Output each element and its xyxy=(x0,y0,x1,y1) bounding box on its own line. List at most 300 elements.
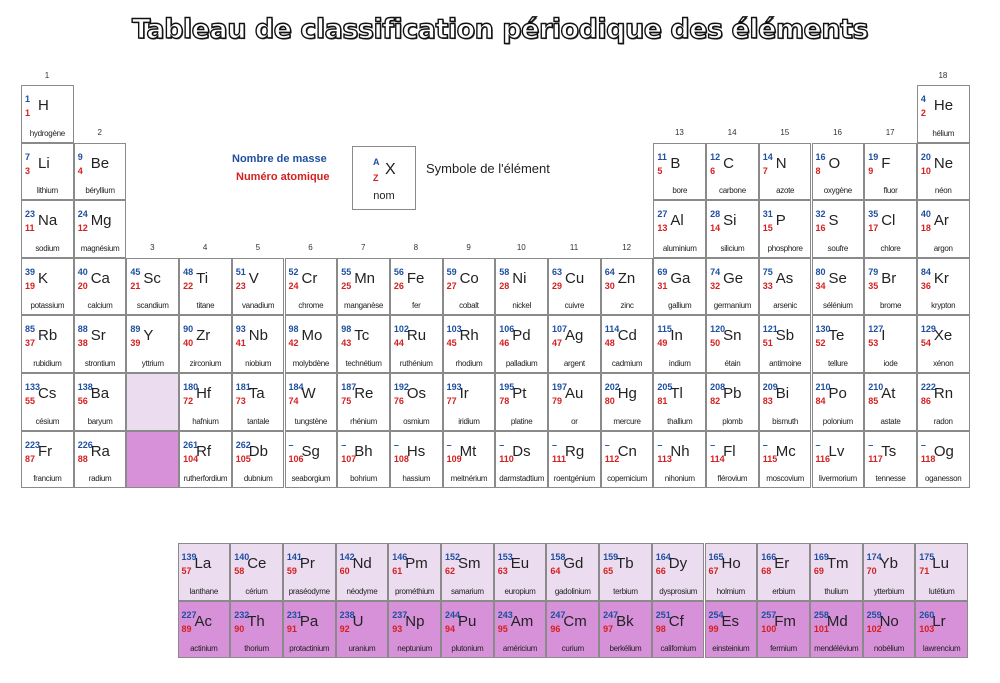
element-atomic-number: 96 xyxy=(550,623,561,634)
element-name: américium xyxy=(502,644,538,654)
element-cell-er xyxy=(757,543,810,601)
element-symbol: Os xyxy=(406,385,427,402)
element-name: einsteinium xyxy=(712,644,750,654)
element-atomic-number: 64 xyxy=(550,566,561,576)
element-name: copernicium xyxy=(607,474,647,484)
element-mass: 84 xyxy=(920,266,931,277)
element-symbol: F xyxy=(881,154,891,172)
element-name: ruthénium xyxy=(399,358,433,368)
element-name: nickel xyxy=(512,301,531,311)
element-atomic-number: 41 xyxy=(235,338,246,349)
element-mass: – xyxy=(868,439,874,450)
element-name: brome xyxy=(879,301,902,311)
element-atomic-number: 74 xyxy=(288,396,299,406)
element-atomic-number: 62 xyxy=(445,566,456,576)
element-name: niobium xyxy=(245,358,272,368)
element-name: gallium xyxy=(668,301,692,311)
element-symbol: Fr xyxy=(38,442,53,460)
element-symbol: Sc xyxy=(143,269,161,287)
element-cell-mt xyxy=(443,431,496,489)
element-mass: 129 xyxy=(920,324,936,335)
element-atomic-number: 76 xyxy=(393,396,404,406)
element-symbol: Na xyxy=(38,212,58,230)
element-mass: 103 xyxy=(446,324,462,335)
element-cell-co xyxy=(443,258,496,316)
element-mass: 141 xyxy=(286,552,302,562)
element-mass: 142 xyxy=(339,552,355,562)
element-cell-gd xyxy=(546,543,599,601)
element-name: californium xyxy=(660,644,696,654)
element-atomic-number: 58 xyxy=(234,566,245,576)
element-symbol: Si xyxy=(723,212,737,230)
element-symbol: Fm xyxy=(774,612,796,630)
element-name: erbium xyxy=(772,586,795,596)
element-cell-ce xyxy=(230,543,283,601)
element-name: ytterbium xyxy=(873,586,905,596)
element-cell-rn xyxy=(917,373,970,431)
element-mass: – xyxy=(657,439,663,450)
element-name: germanium xyxy=(713,301,752,311)
element-symbol: Cl xyxy=(881,212,896,230)
element-symbol: Eu xyxy=(510,555,530,572)
element-mass: 159 xyxy=(603,552,619,562)
element-name: flérovium xyxy=(717,474,748,484)
element-atomic-number: 30 xyxy=(604,280,615,291)
group-number-17: 17 xyxy=(885,128,895,137)
element-atomic-number: 60 xyxy=(339,566,350,576)
element-cell-ga xyxy=(653,258,706,316)
element-atomic-number: 19 xyxy=(25,280,36,291)
element-symbol: Fl xyxy=(723,442,736,460)
element-cell-tl xyxy=(653,373,706,431)
element-atomic-number: 71 xyxy=(919,566,930,576)
element-symbol: Hf xyxy=(196,385,212,402)
element-symbol: Sm xyxy=(458,555,481,572)
element-symbol: Cs xyxy=(38,385,57,402)
element-name: plutonium xyxy=(451,644,484,654)
group-number-11: 11 xyxy=(569,243,579,252)
element-mass: 139 xyxy=(181,552,197,562)
element-atomic-number: 113 xyxy=(657,453,672,464)
element-symbol: Gd xyxy=(563,555,584,572)
element-atomic-number: 92 xyxy=(339,623,350,634)
element-mass: – xyxy=(920,439,926,450)
element-symbol: Lv xyxy=(828,442,845,460)
element-cell-au xyxy=(548,373,601,431)
element-cell-ta xyxy=(232,373,285,431)
element-symbol: Md xyxy=(826,612,848,630)
element-cell-ho xyxy=(705,543,758,601)
element-atomic-number: 54 xyxy=(920,338,931,349)
element-atomic-number: 85 xyxy=(868,396,879,406)
element-atomic-number: 72 xyxy=(183,396,194,406)
element-symbol: Pb xyxy=(723,385,742,402)
element-atomic-number: 88 xyxy=(77,453,88,464)
element-mass: 165 xyxy=(708,552,724,562)
element-mass: 98 xyxy=(341,324,352,335)
element-cell-ni xyxy=(495,258,548,316)
element-atomic-number: 2 xyxy=(920,108,926,118)
element-atomic-number: 93 xyxy=(392,623,403,634)
element-symbol: Y xyxy=(143,327,154,345)
element-cell-mn xyxy=(337,258,390,316)
element-atomic-number: 97 xyxy=(603,623,614,634)
group-number-1: 1 xyxy=(44,71,50,80)
element-mass: – xyxy=(710,439,716,450)
element-symbol: Pa xyxy=(299,612,319,630)
element-atomic-number: 25 xyxy=(341,280,352,291)
element-atomic-number: 36 xyxy=(920,280,931,291)
element-atomic-number: 11 xyxy=(25,223,35,234)
element-symbol: Pr xyxy=(299,555,315,572)
element-symbol: Se xyxy=(828,269,847,287)
group-number-13: 13 xyxy=(674,128,684,137)
element-name: protactinium xyxy=(289,644,330,654)
element-cell-tm xyxy=(810,543,863,601)
legend-mass-label: Nombre de masse xyxy=(232,153,327,165)
element-name: lithium xyxy=(36,186,58,196)
element-atomic-number: 91 xyxy=(286,623,297,634)
element-cell-na xyxy=(21,200,74,258)
element-symbol: Mt xyxy=(459,442,477,460)
element-name: tennesse xyxy=(875,474,906,484)
element-name: nihonium xyxy=(664,474,695,484)
element-atomic-number: 67 xyxy=(708,566,719,576)
element-symbol: Np xyxy=(405,612,425,630)
element-name: tellure xyxy=(827,358,848,368)
element-mass: 133 xyxy=(25,382,41,392)
element-symbol: Th xyxy=(247,612,265,630)
element-symbol: Xe xyxy=(933,327,953,345)
element-mass: 258 xyxy=(813,609,829,620)
element-name: plomb xyxy=(722,416,743,426)
element-cell-h xyxy=(21,85,74,143)
element-cell-ds xyxy=(495,431,548,489)
element-cell-f xyxy=(864,143,917,201)
element-name: arsenic xyxy=(773,301,797,311)
element-mass: 74 xyxy=(710,266,721,277)
element-mass: 14 xyxy=(762,151,773,162)
element-name: zinc xyxy=(620,301,634,311)
element-mass: 226 xyxy=(77,439,93,450)
element-cell-pa xyxy=(283,601,336,659)
element-mass: – xyxy=(552,439,558,450)
element-mass: 45 xyxy=(130,266,141,277)
group-number-12: 12 xyxy=(622,243,632,252)
element-name: berkélium xyxy=(609,644,642,654)
element-atomic-number: 7 xyxy=(762,165,768,176)
element-symbol: Pu xyxy=(458,612,477,630)
element-name: iridium xyxy=(458,416,480,426)
element-atomic-number: 48 xyxy=(604,338,615,349)
element-mass: 7 xyxy=(25,151,31,162)
element-cell-sc xyxy=(126,258,179,316)
element-name: holmium xyxy=(716,586,745,596)
element-mass: 120 xyxy=(710,324,726,335)
element-atomic-number: 51 xyxy=(762,338,773,349)
element-mass: 180 xyxy=(183,382,199,392)
element-name: fluor xyxy=(883,186,898,196)
element-mass: 202 xyxy=(604,382,620,392)
element-name: dysprosium xyxy=(659,586,698,596)
element-name: or xyxy=(571,416,578,426)
element-atomic-number: 79 xyxy=(552,396,563,406)
element-atomic-number: 9 xyxy=(868,165,874,176)
element-mass: 1 xyxy=(25,94,31,104)
element-atomic-number: 70 xyxy=(866,566,877,576)
element-cell-np xyxy=(388,601,441,659)
element-atomic-number: 50 xyxy=(710,338,721,349)
element-cell-lr xyxy=(915,601,968,659)
element-name: thallium xyxy=(667,416,693,426)
element-symbol: Ac xyxy=(194,612,213,630)
element-cell-u xyxy=(336,601,389,659)
element-mass: 56 xyxy=(393,266,404,277)
element-symbol: Cu xyxy=(565,269,585,287)
element-atomic-number: 109 xyxy=(446,453,462,464)
element-cell-fm xyxy=(757,601,810,659)
element-cell-tc xyxy=(337,315,390,373)
element-name: cuivre xyxy=(564,301,585,311)
element-name: néodyme xyxy=(346,586,378,596)
element-atomic-number: 44 xyxy=(393,338,404,349)
element-symbol: I xyxy=(881,327,886,345)
element-name: antimoine xyxy=(769,358,802,368)
element-symbol: Ca xyxy=(90,269,110,287)
element-symbol: Mn xyxy=(354,269,376,287)
element-name: actinium xyxy=(190,644,218,654)
element-name: moscovium xyxy=(766,474,805,484)
element-atomic-number: 8 xyxy=(815,165,821,176)
element-atomic-number: 117 xyxy=(868,453,883,464)
element-atomic-number: 83 xyxy=(762,396,773,406)
element-symbol: V xyxy=(248,269,259,287)
element-name: terbium xyxy=(613,586,638,596)
element-name: bore xyxy=(672,186,688,196)
element-cell-pm xyxy=(388,543,441,601)
element-atomic-number: 29 xyxy=(552,280,563,291)
element-symbol: Nb xyxy=(248,327,268,345)
element-name: thulium xyxy=(824,586,849,596)
group-number-15: 15 xyxy=(780,128,790,137)
element-atomic-number: 33 xyxy=(762,280,773,291)
element-symbol: Sg xyxy=(301,442,320,460)
element-cell-re xyxy=(337,373,390,431)
element-cell-pu xyxy=(441,601,494,659)
element-name: astate xyxy=(880,416,901,426)
element-name: lanthane xyxy=(189,586,218,596)
element-symbol: N xyxy=(775,154,787,172)
element-mass: 164 xyxy=(655,552,671,562)
element-name: carbone xyxy=(719,186,746,196)
element-cell-lv xyxy=(812,431,865,489)
element-atomic-number: 65 xyxy=(603,566,614,576)
element-symbol: Ne xyxy=(933,154,954,172)
element-atomic-number: 102 xyxy=(866,623,882,634)
element-mass: 247 xyxy=(550,609,566,620)
element-mass: 35 xyxy=(868,209,879,220)
element-mass: 197 xyxy=(552,382,568,392)
element-symbol: Tc xyxy=(354,327,370,345)
element-name: scandium xyxy=(136,301,169,311)
element-cell-b xyxy=(653,143,706,201)
element-symbol: Cn xyxy=(617,442,637,460)
element-name: césium xyxy=(35,416,60,426)
element-mass: – xyxy=(762,439,768,450)
element-cell-og xyxy=(917,431,970,489)
element-cell-te xyxy=(812,315,865,373)
element-name: fer xyxy=(412,301,421,311)
element-name: cobalt xyxy=(459,301,479,311)
element-symbol: Pt xyxy=(512,385,527,402)
element-cell-sr xyxy=(74,315,127,373)
element-atomic-number: 98 xyxy=(655,623,666,634)
element-atomic-number: 40 xyxy=(183,338,194,349)
element-symbol: Og xyxy=(933,442,954,460)
group-number-5: 5 xyxy=(255,243,261,252)
element-cell-sb xyxy=(759,315,812,373)
element-mass: 63 xyxy=(552,266,563,277)
element-cell-nd xyxy=(336,543,389,601)
element-symbol: S xyxy=(828,212,839,230)
element-mass: 152 xyxy=(445,552,461,562)
element-cell-cn xyxy=(601,431,654,489)
element-mass: 64 xyxy=(604,266,615,277)
element-cell-pd xyxy=(495,315,548,373)
element-symbol: Te xyxy=(828,327,845,345)
element-name: sélénium xyxy=(823,301,853,311)
element-symbol: Cr xyxy=(301,269,318,287)
element-cell-ru xyxy=(390,315,443,373)
element-atomic-number: 10 xyxy=(920,165,931,176)
element-mass: 115 xyxy=(657,324,672,335)
element-atomic-number: 15 xyxy=(762,223,773,234)
element-cell-al xyxy=(653,200,706,258)
element-symbol: Zr xyxy=(196,327,211,345)
element-name: cadmium xyxy=(611,358,643,368)
element-cell-be xyxy=(74,143,127,201)
element-cell-li xyxy=(21,143,74,201)
element-mass: 254 xyxy=(708,609,724,620)
element-name: iode xyxy=(883,358,898,368)
element-cell-c xyxy=(706,143,759,201)
element-mass: 261 xyxy=(183,439,199,450)
element-mass: 52 xyxy=(288,266,299,277)
element-mass: 192 xyxy=(393,382,409,392)
element-mass: 80 xyxy=(815,266,826,277)
legend-atomic-number-label: Numéro atomique xyxy=(236,171,330,183)
element-cell-y xyxy=(126,315,179,373)
element-mass: 40 xyxy=(77,266,88,277)
element-mass: 11 xyxy=(657,151,667,162)
element-cell-rh xyxy=(443,315,496,373)
element-mass: 181 xyxy=(235,382,251,392)
element-cell-la xyxy=(178,543,231,601)
group-number-8: 8 xyxy=(413,243,419,252)
element-mass: 209 xyxy=(762,382,778,392)
element-atomic-number: 23 xyxy=(235,280,246,291)
element-atomic-number: 32 xyxy=(710,280,721,291)
element-mass: 4 xyxy=(920,94,926,104)
element-cell-mg xyxy=(74,200,127,258)
element-cell-tb xyxy=(599,543,652,601)
element-mass: 210 xyxy=(815,382,831,392)
element-mass: 32 xyxy=(815,209,826,220)
element-symbol: Rn xyxy=(933,385,954,402)
element-atomic-number: 56 xyxy=(77,396,88,406)
element-mass: 23 xyxy=(25,209,36,220)
element-name: praséodyme xyxy=(288,586,330,596)
element-mass: 88 xyxy=(77,324,88,335)
element-symbol: Au xyxy=(565,385,584,402)
element-cell-cl xyxy=(864,200,917,258)
element-name: hélium xyxy=(932,128,955,138)
element-cell-as xyxy=(759,258,812,316)
element-atomic-number: 28 xyxy=(499,280,510,291)
element-mass: 9 xyxy=(77,151,83,162)
element-cell-fe xyxy=(390,258,443,316)
element-atomic-number: 84 xyxy=(815,396,826,406)
element-atomic-number: 116 xyxy=(815,453,831,464)
element-mass: 39 xyxy=(25,266,36,277)
element-symbol: Nd xyxy=(352,555,372,572)
element-cell-nh xyxy=(653,431,706,489)
element-mass: 193 xyxy=(446,382,462,392)
legend-box-symbol: X xyxy=(385,161,396,178)
element-mass: 174 xyxy=(866,552,882,562)
element-cell-mc xyxy=(759,431,812,489)
element-cell-lu xyxy=(915,543,968,601)
element-mass: 107 xyxy=(552,324,568,335)
legend-example-cell xyxy=(352,146,416,210)
lanthanide-placeholder xyxy=(126,373,179,431)
element-name: tantale xyxy=(247,416,270,426)
element-atomic-number: 31 xyxy=(657,280,668,291)
element-atomic-number: 106 xyxy=(288,453,304,464)
element-symbol: Er xyxy=(774,555,790,572)
element-mass: 184 xyxy=(288,382,304,392)
element-cell-bh xyxy=(337,431,390,489)
element-cell-fr xyxy=(21,431,74,489)
element-cell-sm xyxy=(441,543,494,601)
element-mass: 243 xyxy=(497,609,513,620)
element-name: titane xyxy=(196,301,215,311)
element-symbol: C xyxy=(723,154,734,172)
element-atomic-number: 78 xyxy=(499,396,510,406)
element-cell-ba xyxy=(74,373,127,431)
element-atomic-number: 105 xyxy=(235,453,251,464)
element-symbol: Sr xyxy=(90,327,106,345)
element-name: molybdène xyxy=(292,358,330,368)
element-cell-rf xyxy=(179,431,232,489)
element-cell-ts xyxy=(864,431,917,489)
element-cell-ti xyxy=(179,258,232,316)
element-atomic-number: 53 xyxy=(868,338,879,349)
element-cell-kr xyxy=(917,258,970,316)
element-mass: 51 xyxy=(235,266,246,277)
element-symbol: Po xyxy=(828,385,847,402)
element-name: magnésium xyxy=(80,243,120,253)
element-symbol: Re xyxy=(354,385,374,402)
element-cell-ar xyxy=(917,200,970,258)
element-symbol: Cf xyxy=(668,612,684,630)
element-name: manganèse xyxy=(343,301,384,311)
element-name: francium xyxy=(33,474,62,484)
element-symbol: Rf xyxy=(196,442,212,460)
element-cell-hf xyxy=(179,373,232,431)
element-symbol: H xyxy=(38,97,49,114)
element-atomic-number: 110 xyxy=(499,453,514,464)
